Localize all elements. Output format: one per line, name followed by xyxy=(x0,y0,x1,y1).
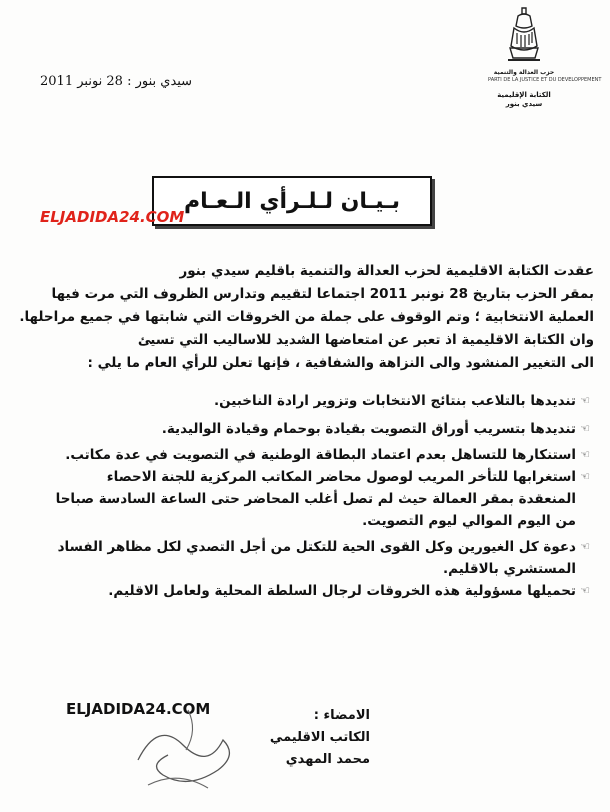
intro-line: بمقر الحزب بتاريخ 28 نونبر 2011 اجتماعا لتقييم وتدارس الظروف التي مرت فيها xyxy=(51,286,594,302)
logo-arabic-name: حزب العدالة والتنمية xyxy=(493,69,555,76)
bullet-continuation: المنعقدة بمقر العمالة حيث لم تصل أغلب المحاضر حتى الساعة السادسة صباحا xyxy=(55,491,576,507)
intro-line: وان الكتابة الاقليمية اذ تعبر عن امتعاضها الشديد للاساليب التي تسيئ xyxy=(137,332,594,348)
bullet-text: تحميلها مسؤولية هذه الخروقات لرجال السلطة المحلية ولعامل الاقليم. xyxy=(108,583,576,599)
bullet-text: دعوة كل الغيورين وكل القوى الحية للتكتل من أجل التصدي لكل مظاهر الفساد xyxy=(57,539,576,555)
bullet-item xyxy=(22,580,594,602)
logo-office: الكتابة الإقليمية xyxy=(497,91,551,99)
bullet-continuation: من اليوم الموالي ليوم التصويت. xyxy=(362,513,576,529)
lamp-icon xyxy=(504,6,544,68)
bullet-list xyxy=(22,390,594,602)
bullet-item xyxy=(22,418,594,440)
logo-french-name: PARTI DE LA JUSTICE ET DU DEVELOPPEMENT xyxy=(488,77,602,83)
pointing-hand-icon: ☜ xyxy=(580,422,590,435)
signature-role: الكاتب الاقليمي xyxy=(269,730,370,745)
bullet-text: تنديدها بالتلاعب بنتائج الانتخابات وتزوير ارادة الناخبين. xyxy=(213,393,576,409)
pointing-hand-icon: ☜ xyxy=(580,540,590,553)
signature-label: الامضاء : xyxy=(313,708,370,723)
watermark-top: ELJADIDA24.COM xyxy=(40,208,185,226)
bullet-item xyxy=(22,444,594,466)
bullet-item xyxy=(22,536,594,558)
intro-line: الى التغيير المنشود والى النزاهة والشفافية ، فإنها تعلن للرأي العام ما يلي : xyxy=(87,355,594,371)
intro-line: العملية الانتخابية ؛ وتم الوقوف على جملة من الخروقات التي شابتها في جميع مراحلها. xyxy=(19,309,594,325)
watermark-bottom: ELJADIDA24.COM xyxy=(66,700,211,718)
bullet-text: استغرابها للتأخر المريب لوصول محاضر المكاتب المركزية للجنة الاحصاء xyxy=(106,469,576,485)
pointing-hand-icon: ☜ xyxy=(580,394,590,407)
logo-city: سيدي بنور xyxy=(505,100,543,108)
handwritten-signature xyxy=(128,700,248,800)
document-title: بـيـان لـلـرأي الـعـام xyxy=(184,188,400,214)
bullet-text: استنكارها للتساهل بعدم اعتماد البطاقة الوطنية في التصويت في عدة مكاتب. xyxy=(65,447,576,463)
bullet-text: تنديدها بتسريب أوراق التصويت بقيادة بوحمام وقيادة الواليدية. xyxy=(161,421,576,437)
intro-line: عقدت الكتابة الاقليمية لحزب العدالة والتنمية باقليم سيدي بنور xyxy=(179,263,594,279)
pointing-hand-icon: ☜ xyxy=(580,584,590,597)
document-date: سيدي بنور : 28 نونبر 2011 xyxy=(40,74,193,89)
signature-name: محمد المهدي xyxy=(285,752,370,767)
pointing-hand-icon: ☜ xyxy=(580,470,590,483)
title-box xyxy=(152,176,432,226)
bullet-item xyxy=(22,390,594,412)
bullet-continuation: المستشري بالاقليم. xyxy=(443,561,576,577)
party-logo xyxy=(488,6,602,109)
pointing-hand-icon: ☜ xyxy=(580,448,590,461)
bullet-item xyxy=(22,466,594,488)
